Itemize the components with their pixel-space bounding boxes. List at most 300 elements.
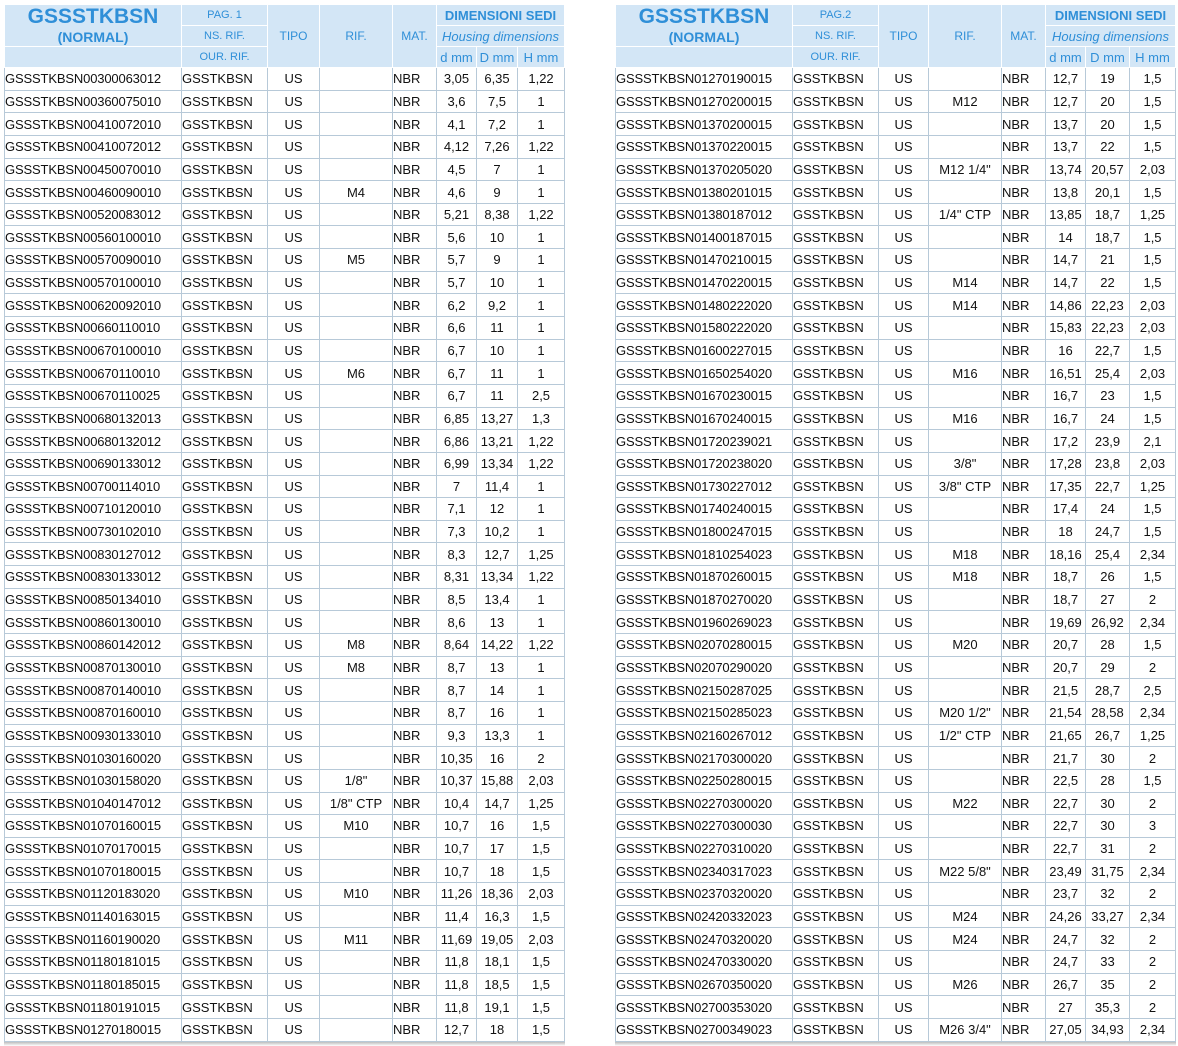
D-mm-cell: 18,36 (477, 883, 518, 906)
H-mm-cell: 1 (518, 249, 565, 272)
d-mm-cell: 27 (1046, 996, 1086, 1019)
code-cell: GSSSTKBSN00930133010 (5, 724, 182, 747)
d-mm-cell: 26,7 (1046, 973, 1086, 996)
D-mm-cell: 16 (477, 815, 518, 838)
rif-cell: M26 3/4" (929, 1018, 1002, 1041)
tipo-cell: US (879, 792, 929, 815)
code-cell: GSSSTKBSN00700114010 (5, 475, 182, 498)
tipo-cell: US (268, 905, 320, 928)
tipo-cell: US (879, 611, 929, 634)
table-row (5, 973, 565, 996)
mat-cell: NBR (1002, 724, 1046, 747)
d-mm-cell: 24,7 (1046, 928, 1086, 951)
header-tipo: TIPO (268, 5, 320, 68)
tipo-cell: US (879, 747, 929, 770)
ns-rif-cell: GSSTKBSN (793, 701, 879, 724)
d-mm-cell: 18,7 (1046, 566, 1086, 589)
ns-rif-cell: GSSTKBSN (182, 679, 268, 702)
rif-cell: M20 (929, 634, 1002, 657)
mat-cell: NBR (393, 113, 437, 136)
rif-cell: M11 (320, 928, 393, 951)
tipo-cell: US (268, 384, 320, 407)
code-cell: GSSSTKBSN01650254020 (616, 362, 793, 385)
tipo-cell: US (879, 294, 929, 317)
H-mm-cell: 1,5 (1130, 566, 1176, 589)
mat-cell: NBR (393, 815, 437, 838)
mat-cell: NBR (1002, 203, 1046, 226)
mat-cell: NBR (1002, 996, 1046, 1019)
mat-cell: NBR (1002, 928, 1046, 951)
D-mm-cell: 30 (1086, 792, 1130, 815)
H-mm-cell: 2,34 (1130, 860, 1176, 883)
code-cell: GSSSTKBSN00410072010 (5, 113, 182, 136)
H-mm-cell: 1,5 (518, 950, 565, 973)
mat-cell: NBR (393, 498, 437, 521)
tipo-cell: US (268, 883, 320, 906)
rif-cell (320, 407, 393, 430)
rif-cell (320, 905, 393, 928)
D-mm-cell: 13,34 (477, 566, 518, 589)
header-brand-spacer (5, 47, 182, 68)
code-cell: GSSSTKBSN00680132012 (5, 430, 182, 453)
rif-cell (929, 135, 1002, 158)
mat-cell: NBR (393, 566, 437, 589)
rif-cell: M22 (929, 792, 1002, 815)
code-cell: GSSSTKBSN00870160010 (5, 701, 182, 724)
code-cell: GSSSTKBSN01720239021 (616, 430, 793, 453)
D-mm-cell: 11 (477, 362, 518, 385)
code-cell: GSSSTKBSN02470320020 (616, 928, 793, 951)
rif-cell (929, 520, 1002, 543)
d-mm-cell: 24,7 (1046, 950, 1086, 973)
tipo-cell: US (268, 68, 320, 91)
D-mm-cell: 12 (477, 498, 518, 521)
mat-cell: NBR (393, 1018, 437, 1041)
tipo-cell: US (268, 475, 320, 498)
ns-rif-cell: GSSTKBSN (182, 724, 268, 747)
table-row (616, 701, 1176, 724)
H-mm-cell: 1,5 (1130, 90, 1176, 113)
D-mm-cell: 7 (477, 158, 518, 181)
ns-rif-cell: GSSTKBSN (793, 407, 879, 430)
header-tipo: TIPO (879, 5, 929, 68)
D-mm-cell: 13,34 (477, 452, 518, 475)
header-dimensioni-sedi: DIMENSIONI SEDI (437, 5, 565, 26)
table-row (5, 317, 565, 340)
tipo-cell: US (879, 724, 929, 747)
rif-cell (929, 837, 1002, 860)
code-cell: GSSSTKBSN00830127012 (5, 543, 182, 566)
D-mm-cell: 33,27 (1086, 905, 1130, 928)
d-mm-cell: 16,7 (1046, 384, 1086, 407)
rif-cell (320, 724, 393, 747)
ns-rif-cell: GSSTKBSN (793, 158, 879, 181)
H-mm-cell: 2 (1130, 973, 1176, 996)
code-cell: GSSSTKBSN02340317023 (616, 860, 793, 883)
table-row (616, 520, 1176, 543)
D-mm-cell: 10 (477, 271, 518, 294)
ns-rif-cell: GSSTKBSN (793, 249, 879, 272)
d-mm-cell: 7,3 (437, 520, 477, 543)
D-mm-cell: 10 (477, 226, 518, 249)
ns-rif-cell: GSSTKBSN (182, 566, 268, 589)
rif-cell: M14 (929, 271, 1002, 294)
mat-cell: NBR (393, 747, 437, 770)
ns-rif-cell: GSSTKBSN (182, 837, 268, 860)
rif-cell: M4 (320, 181, 393, 204)
ns-rif-cell: GSSTKBSN (793, 362, 879, 385)
tipo-cell: US (268, 226, 320, 249)
tipo-cell: US (268, 271, 320, 294)
table-row (616, 339, 1176, 362)
tipo-cell: US (268, 860, 320, 883)
d-mm-cell: 6,86 (437, 430, 477, 453)
ns-rif-cell: GSSTKBSN (182, 996, 268, 1019)
mat-cell: NBR (1002, 566, 1046, 589)
ns-rif-cell: GSSTKBSN (182, 181, 268, 204)
d-mm-cell: 6,85 (437, 407, 477, 430)
D-mm-cell: 20,1 (1086, 181, 1130, 204)
mat-cell: NBR (1002, 158, 1046, 181)
mat-cell: NBR (393, 701, 437, 724)
code-cell: GSSSTKBSN00670110025 (5, 384, 182, 407)
code-cell: GSSSTKBSN02150285023 (616, 701, 793, 724)
code-cell: GSSSTKBSN02420332023 (616, 905, 793, 928)
code-cell: GSSSTKBSN00850134010 (5, 588, 182, 611)
tipo-cell: US (879, 520, 929, 543)
D-mm-cell: 13,3 (477, 724, 518, 747)
code-cell: GSSSTKBSN00870130010 (5, 656, 182, 679)
H-mm-cell: 1 (518, 294, 565, 317)
table-row (5, 634, 565, 657)
tipo-cell: US (268, 181, 320, 204)
rif-cell (320, 68, 393, 91)
ns-rif-cell: GSSTKBSN (793, 950, 879, 973)
table-row (5, 747, 565, 770)
H-mm-cell: 1 (518, 588, 565, 611)
code-cell: GSSSTKBSN00860130010 (5, 611, 182, 634)
d-mm-cell: 7 (437, 475, 477, 498)
D-mm-cell: 22 (1086, 135, 1130, 158)
H-mm-cell: 1,3 (518, 407, 565, 430)
header-D-mm: D mm (477, 47, 518, 68)
table-row (616, 747, 1176, 770)
header-d-mm: d mm (1046, 47, 1086, 68)
tipo-cell: US (268, 701, 320, 724)
ns-rif-cell: GSSTKBSN (182, 271, 268, 294)
ns-rif-cell: GSSTKBSN (182, 339, 268, 362)
table-row (616, 498, 1176, 521)
H-mm-cell: 1 (518, 181, 565, 204)
tipo-cell: US (268, 656, 320, 679)
H-mm-cell: 1 (518, 158, 565, 181)
H-mm-cell: 1,25 (518, 792, 565, 815)
code-cell: GSSSTKBSN01030160020 (5, 747, 182, 770)
ns-rif-cell: GSSTKBSN (182, 928, 268, 951)
code-cell: GSSSTKBSN01180185015 (5, 973, 182, 996)
table-row (5, 815, 565, 838)
rif-cell (320, 860, 393, 883)
D-mm-cell: 29 (1086, 656, 1130, 679)
D-mm-cell: 17 (477, 837, 518, 860)
H-mm-cell: 2,03 (1130, 294, 1176, 317)
d-mm-cell: 17,2 (1046, 430, 1086, 453)
d-mm-cell: 8,5 (437, 588, 477, 611)
H-mm-cell: 1 (518, 475, 565, 498)
H-mm-cell: 2 (1130, 950, 1176, 973)
rif-cell: M24 (929, 905, 1002, 928)
mat-cell: NBR (1002, 384, 1046, 407)
rif-cell (929, 181, 1002, 204)
H-mm-cell: 1,22 (518, 135, 565, 158)
d-mm-cell: 14,7 (1046, 271, 1086, 294)
mat-cell: NBR (1002, 611, 1046, 634)
ns-rif-cell: GSSTKBSN (182, 520, 268, 543)
code-cell: GSSSTKBSN01870270020 (616, 588, 793, 611)
ns-rif-cell: GSSTKBSN (793, 973, 879, 996)
D-mm-cell: 22,7 (1086, 475, 1130, 498)
H-mm-cell: 1 (518, 679, 565, 702)
ns-rif-cell: GSSTKBSN (793, 430, 879, 453)
mat-cell: NBR (1002, 588, 1046, 611)
d-mm-cell: 18,7 (1046, 588, 1086, 611)
ns-rif-cell: GSSTKBSN (182, 430, 268, 453)
mat-cell: NBR (1002, 1018, 1046, 1041)
d-mm-cell: 23,49 (1046, 860, 1086, 883)
code-cell: GSSSTKBSN00460090010 (5, 181, 182, 204)
H-mm-cell: 1,5 (1130, 384, 1176, 407)
H-mm-cell: 2 (1130, 656, 1176, 679)
code-cell: GSSSTKBSN01380187012 (616, 203, 793, 226)
table-row (616, 1018, 1176, 1041)
H-mm-cell: 2 (1130, 792, 1176, 815)
mat-cell: NBR (393, 634, 437, 657)
tipo-cell: US (879, 90, 929, 113)
ns-rif-cell: GSSTKBSN (182, 860, 268, 883)
rif-cell: 1/8" (320, 769, 393, 792)
H-mm-cell: 1 (518, 656, 565, 679)
ns-rif-cell: GSSTKBSN (182, 701, 268, 724)
tipo-cell: US (879, 769, 929, 792)
header-our-rif: OUR. RIF. (182, 47, 268, 68)
rif-cell (320, 566, 393, 589)
D-mm-cell: 28,7 (1086, 679, 1130, 702)
d-mm-cell: 8,3 (437, 543, 477, 566)
table-row (616, 158, 1176, 181)
rif-cell: M16 (929, 362, 1002, 385)
code-cell: GSSSTKBSN02700349023 (616, 1018, 793, 1041)
ns-rif-cell: GSSTKBSN (793, 656, 879, 679)
ns-rif-cell: GSSTKBSN (182, 1018, 268, 1041)
code-cell: GSSSTKBSN01370200015 (616, 113, 793, 136)
D-mm-cell: 23,8 (1086, 452, 1130, 475)
mat-cell: NBR (1002, 498, 1046, 521)
d-mm-cell: 3,6 (437, 90, 477, 113)
D-mm-cell: 28 (1086, 634, 1130, 657)
mat-cell: NBR (393, 362, 437, 385)
tipo-cell: US (879, 883, 929, 906)
d-mm-cell: 11,69 (437, 928, 477, 951)
code-cell: GSSSTKBSN00830133012 (5, 566, 182, 589)
D-mm-cell: 32 (1086, 928, 1130, 951)
code-cell: GSSSTKBSN01480222020 (616, 294, 793, 317)
D-mm-cell: 12,7 (477, 543, 518, 566)
ns-rif-cell: GSSTKBSN (793, 588, 879, 611)
H-mm-cell: 1,22 (518, 203, 565, 226)
H-mm-cell: 1,5 (518, 815, 565, 838)
H-mm-cell: 1 (518, 90, 565, 113)
catalog-panel-page-1 (4, 4, 565, 1042)
mat-cell: NBR (393, 973, 437, 996)
mat-cell: NBR (393, 407, 437, 430)
H-mm-cell: 1,5 (1130, 498, 1176, 521)
tipo-cell: US (268, 679, 320, 702)
D-mm-cell: 19,1 (477, 996, 518, 1019)
tipo-cell: US (879, 226, 929, 249)
header-brand-spacer (616, 47, 793, 68)
H-mm-cell: 2,03 (518, 883, 565, 906)
D-mm-cell: 22,23 (1086, 294, 1130, 317)
D-mm-cell: 23 (1086, 384, 1130, 407)
mat-cell: NBR (1002, 520, 1046, 543)
table-row (5, 724, 565, 747)
header-mat: MAT. (1002, 5, 1046, 68)
table-row (5, 271, 565, 294)
D-mm-cell: 31,75 (1086, 860, 1130, 883)
tipo-cell: US (879, 634, 929, 657)
d-mm-cell: 6,2 (437, 294, 477, 317)
code-cell: GSSSTKBSN02270300030 (616, 815, 793, 838)
code-cell: GSSSTKBSN01030158020 (5, 769, 182, 792)
H-mm-cell: 1,5 (518, 996, 565, 1019)
brand-subtitle: (NORMAL) (57, 28, 129, 45)
H-mm-cell: 2 (518, 747, 565, 770)
seal-table-page-2 (615, 4, 1176, 1042)
code-cell: GSSSTKBSN00860142012 (5, 634, 182, 657)
code-cell: GSSSTKBSN00570100010 (5, 271, 182, 294)
D-mm-cell: 24 (1086, 498, 1130, 521)
mat-cell: NBR (1002, 837, 1046, 860)
ns-rif-cell: GSSTKBSN (182, 747, 268, 770)
code-cell: GSSSTKBSN00360075010 (5, 90, 182, 113)
table-row (616, 249, 1176, 272)
H-mm-cell: 1 (518, 317, 565, 340)
table-row (5, 452, 565, 475)
rif-cell: 1/2" CTP (929, 724, 1002, 747)
mat-cell: NBR (393, 135, 437, 158)
rif-cell (320, 588, 393, 611)
D-mm-cell: 14,22 (477, 634, 518, 657)
table-row (5, 566, 565, 589)
mat-cell: NBR (393, 860, 437, 883)
tipo-cell: US (879, 1018, 929, 1041)
tipo-cell: US (879, 452, 929, 475)
header-rif: RIF. (320, 5, 393, 68)
D-mm-cell: 19,05 (477, 928, 518, 951)
code-cell: GSSSTKBSN01470220015 (616, 271, 793, 294)
mat-cell: NBR (1002, 634, 1046, 657)
mat-cell: NBR (393, 837, 437, 860)
D-mm-cell: 11 (477, 384, 518, 407)
rif-cell (929, 430, 1002, 453)
table-row (616, 883, 1176, 906)
H-mm-cell: 3 (1130, 815, 1176, 838)
d-mm-cell: 11,8 (437, 950, 477, 973)
ns-rif-cell: GSSTKBSN (793, 611, 879, 634)
table-row (616, 452, 1176, 475)
ns-rif-cell: GSSTKBSN (793, 769, 879, 792)
d-mm-cell: 11,8 (437, 973, 477, 996)
mat-cell: NBR (1002, 905, 1046, 928)
ns-rif-cell: GSSTKBSN (793, 543, 879, 566)
code-cell: GSSSTKBSN01960269023 (616, 611, 793, 634)
tipo-cell: US (268, 113, 320, 136)
D-mm-cell: 9,2 (477, 294, 518, 317)
H-mm-cell: 1 (518, 339, 565, 362)
code-cell: GSSSTKBSN00870140010 (5, 679, 182, 702)
table-row (616, 113, 1176, 136)
mat-cell: NBR (1002, 249, 1046, 272)
H-mm-cell: 1,5 (518, 1018, 565, 1041)
ns-rif-cell: GSSTKBSN (793, 113, 879, 136)
H-mm-cell: 1 (518, 113, 565, 136)
mat-cell: NBR (1002, 543, 1046, 566)
D-mm-cell: 21 (1086, 249, 1130, 272)
H-mm-cell: 1,5 (518, 973, 565, 996)
ns-rif-cell: GSSTKBSN (182, 588, 268, 611)
d-mm-cell: 8,7 (437, 679, 477, 702)
rif-cell: M20 1/2" (929, 701, 1002, 724)
tipo-cell: US (879, 498, 929, 521)
d-mm-cell: 4,6 (437, 181, 477, 204)
table-row (616, 679, 1176, 702)
tipo-cell: US (268, 769, 320, 792)
mat-cell: NBR (393, 430, 437, 453)
rif-cell: M16 (929, 407, 1002, 430)
ns-rif-cell: GSSTKBSN (182, 475, 268, 498)
ns-rif-cell: GSSTKBSN (182, 498, 268, 521)
table-body-page-1 (5, 68, 565, 1042)
D-mm-cell: 11 (477, 317, 518, 340)
table-row (5, 656, 565, 679)
code-cell: GSSSTKBSN02070290020 (616, 656, 793, 679)
code-cell: GSSSTKBSN01740240015 (616, 498, 793, 521)
mat-cell: NBR (1002, 271, 1046, 294)
D-mm-cell: 35,3 (1086, 996, 1130, 1019)
H-mm-cell: 1,5 (1130, 135, 1176, 158)
ns-rif-cell: GSSTKBSN (182, 905, 268, 928)
code-cell: GSSSTKBSN00450070010 (5, 158, 182, 181)
tipo-cell: US (879, 362, 929, 385)
H-mm-cell: 1,5 (1130, 249, 1176, 272)
ns-rif-cell: GSSTKBSN (793, 203, 879, 226)
mat-cell: NBR (1002, 452, 1046, 475)
rif-cell (320, 611, 393, 634)
d-mm-cell: 22,5 (1046, 769, 1086, 792)
tipo-cell: US (268, 996, 320, 1019)
table-row (5, 543, 565, 566)
H-mm-cell: 1,22 (518, 566, 565, 589)
H-mm-cell: 2,5 (1130, 679, 1176, 702)
rif-cell: 3/8" (929, 452, 1002, 475)
code-cell: GSSSTKBSN01810254023 (616, 543, 793, 566)
tipo-cell: US (879, 905, 929, 928)
brand-block (5, 5, 182, 47)
header-rif: RIF. (929, 5, 1002, 68)
tipo-cell: US (268, 950, 320, 973)
rif-cell (320, 452, 393, 475)
mat-cell: NBR (393, 452, 437, 475)
